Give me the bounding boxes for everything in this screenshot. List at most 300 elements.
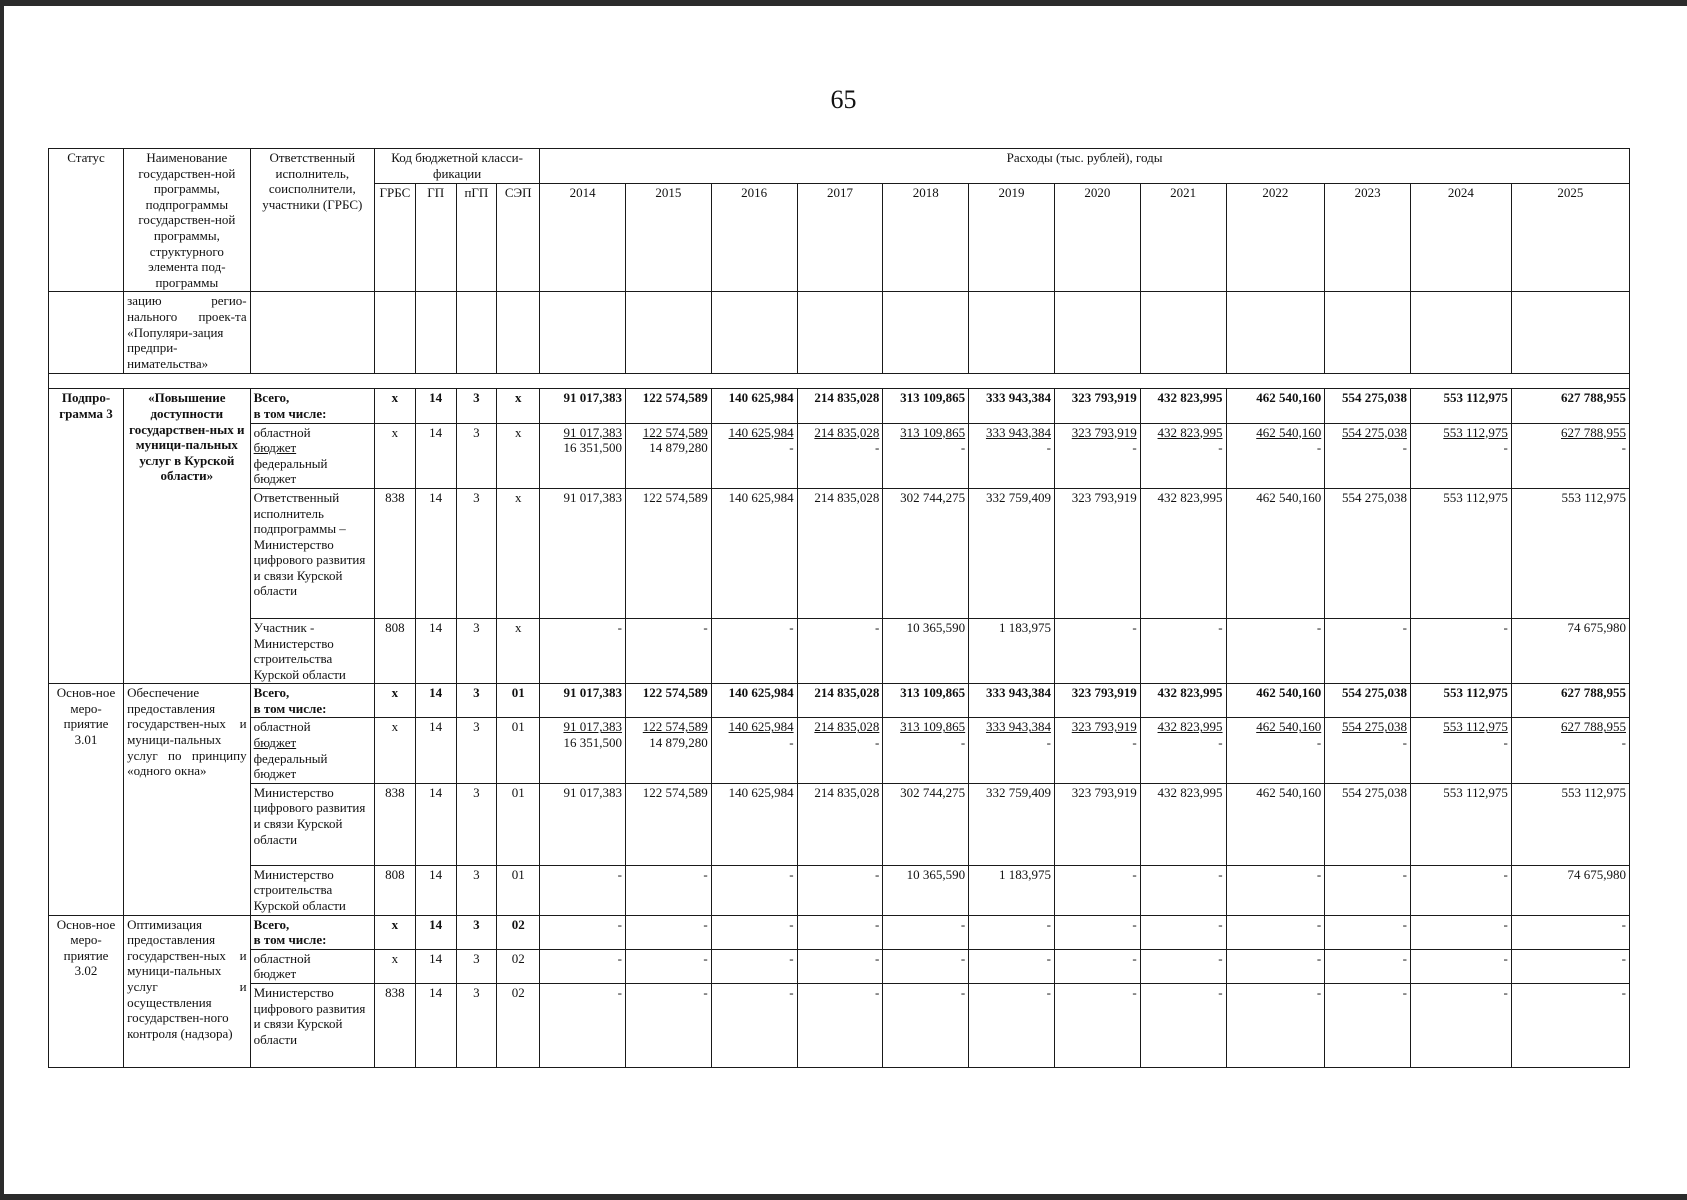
carry-exec	[250, 292, 374, 374]
code-cell: x	[497, 423, 540, 488]
amount-cell: 432 823,995	[1140, 488, 1226, 618]
amount-cell: 10 365,590	[883, 618, 969, 683]
amount-cell: -	[1226, 915, 1325, 949]
code-cell: 02	[497, 949, 540, 983]
table-body	[49, 149, 1630, 1068]
cell-line: бюджет	[253, 735, 297, 751]
code-cell: 14	[415, 783, 456, 865]
amount-cell: -	[711, 618, 797, 683]
amount-cell: -	[1140, 949, 1226, 983]
cell-line: в том числе:	[253, 405, 327, 421]
executor-cell	[250, 949, 374, 983]
amount-cell: -	[625, 865, 711, 915]
amount-cell: -	[1226, 865, 1325, 915]
amount-cell: 214 835,028	[797, 783, 883, 865]
code-cell: 02	[497, 984, 540, 1068]
amount-cell	[1226, 423, 1325, 488]
federal-amount: -	[1046, 440, 1051, 456]
federal-amount: -	[789, 440, 794, 456]
amount-cell	[1325, 423, 1411, 488]
executor-cell	[250, 618, 374, 683]
amount-cell	[883, 718, 969, 783]
sub3-total-row	[49, 389, 1630, 423]
amount-cell	[1140, 718, 1226, 783]
m301-name: Обеспечение предоставления государствен-ных и муници-пальных услуг по принципу «одного окна»	[124, 684, 251, 915]
amount-cell: -	[1325, 984, 1411, 1068]
code-cell: 838	[375, 783, 416, 865]
amount-cell: 323 793,919	[1054, 389, 1140, 423]
code-cell: 3	[456, 949, 497, 983]
amount-cell: 462 540,160	[1226, 389, 1325, 423]
amount-cell: -	[540, 984, 626, 1068]
executor-cell	[250, 984, 374, 1068]
header-year-2023: 2023	[1325, 184, 1411, 292]
regional-amount: 462 540,160	[1256, 424, 1322, 440]
federal-amount: -	[960, 735, 966, 751]
sub3-budget-row	[49, 423, 1630, 488]
code-cell: 3	[456, 423, 497, 488]
amount-cell	[1325, 718, 1411, 783]
federal-amount: -	[1402, 735, 1408, 751]
amount-cell: -	[625, 915, 711, 949]
amount-cell	[883, 423, 969, 488]
header-code-0: ГРБС	[375, 184, 416, 292]
amount-cell: -	[883, 984, 969, 1068]
cell-line: Всего,	[253, 916, 290, 932]
amount-cell: 553 112,975	[1411, 684, 1512, 718]
amount-cell: -	[1140, 618, 1226, 683]
amount-cell	[625, 718, 711, 783]
federal-amount: -	[1402, 440, 1408, 456]
cell-line: бюджет	[253, 966, 297, 982]
amount-cell: 122 574,589	[625, 488, 711, 618]
amount-cell: 91 017,383	[540, 684, 626, 718]
regional-amount: 140 625,984	[728, 719, 794, 735]
amount-cell	[1411, 423, 1512, 488]
amount-cell: 91 017,383	[540, 783, 626, 865]
federal-amount: -	[1621, 735, 1626, 751]
cell-line: федеральный	[253, 750, 328, 766]
amount-cell: 553 112,975	[1411, 783, 1512, 865]
code-cell: 14	[415, 984, 456, 1068]
amount-cell: 627 788,955	[1511, 389, 1629, 423]
amount-cell: -	[883, 949, 969, 983]
amount-cell: -	[1140, 984, 1226, 1068]
amount-cell: -	[1054, 949, 1140, 983]
amount-cell: 332 759,409	[969, 488, 1055, 618]
amount-cell: -	[797, 984, 883, 1068]
amount-cell: 10 365,590	[883, 865, 969, 915]
amount-cell: -	[1054, 984, 1140, 1068]
amount-cell: -	[1411, 949, 1512, 983]
regional-amount: 214 835,028	[814, 719, 880, 735]
code-cell: 14	[415, 865, 456, 915]
code-cell: 14	[415, 488, 456, 618]
amount-cell: -	[1140, 915, 1226, 949]
regional-amount: 462 540,160	[1256, 719, 1322, 735]
executor-cell	[250, 423, 374, 488]
cell-line: Министерство цифрового развития и связи Курской области	[253, 784, 366, 847]
code-cell: x	[375, 915, 416, 949]
code-cell: 14	[415, 949, 456, 983]
m302-status: Основ-ное меро-приятие 3.02	[49, 915, 124, 1067]
amount-cell: -	[797, 949, 883, 983]
amount-cell: 313 109,865	[883, 684, 969, 718]
amount-cell: 553 112,975	[1411, 488, 1512, 618]
code-cell: 14	[415, 718, 456, 783]
amount-cell: 122 574,589	[625, 389, 711, 423]
amount-cell: 323 793,919	[1054, 488, 1140, 618]
m302-name: Оптимизация предоставления государствен-ных и муници-пальных услуг и осуществления государствен-ного контроля (надзора)	[124, 915, 251, 1067]
code-cell: 14	[415, 618, 456, 683]
header-year-2021: 2021	[1140, 184, 1226, 292]
amount-cell: 462 540,160	[1226, 488, 1325, 618]
regional-amount: 140 625,984	[728, 424, 794, 440]
header-year-2016: 2016	[711, 184, 797, 292]
header-expenses: Расходы (тыс. рублей), годы	[540, 149, 1630, 184]
regional-amount: 313 109,865	[900, 719, 966, 735]
amount-cell: -	[625, 949, 711, 983]
amount-cell: -	[969, 984, 1055, 1068]
amount-cell: 553 112,975	[1511, 488, 1629, 618]
header-code-3: СЭП	[497, 184, 540, 292]
header-year-2025: 2025	[1511, 184, 1629, 292]
amount-cell: 432 823,995	[1140, 783, 1226, 865]
header-row-1	[49, 149, 1630, 184]
amount-cell: 91 017,383	[540, 488, 626, 618]
code-cell: 14	[415, 389, 456, 423]
amount-cell: -	[1411, 865, 1512, 915]
amount-cell: 554 275,038	[1325, 684, 1411, 718]
budget-table	[48, 148, 1630, 1068]
federal-amount: -	[1218, 440, 1223, 456]
cell-line: бюджет	[253, 471, 297, 487]
regional-amount: 122 574,589	[642, 424, 708, 440]
header-year-2017: 2017	[797, 184, 883, 292]
spacer-row	[49, 374, 1630, 389]
amount-cell: -	[1411, 915, 1512, 949]
amount-cell	[797, 423, 883, 488]
amount-cell	[711, 718, 797, 783]
code-cell: x	[375, 718, 416, 783]
m301-min808-row	[49, 865, 1630, 915]
federal-amount: -	[1046, 735, 1051, 751]
code-cell: 01	[497, 684, 540, 718]
amount-cell: 91 017,383	[540, 389, 626, 423]
federal-amount: -	[1132, 735, 1137, 751]
federal-amount: -	[960, 440, 966, 456]
cell-line: Министерство цифрового развития и связи Курской области	[253, 985, 366, 1047]
cell-line: в том числе:	[253, 932, 327, 948]
amount-cell: 140 625,984	[711, 684, 797, 718]
amount-cell: -	[711, 984, 797, 1068]
federal-amount: -	[789, 735, 794, 751]
federal-amount: 16 351,500	[563, 735, 622, 751]
amount-cell: 554 275,038	[1325, 389, 1411, 423]
amount-cell: 432 823,995	[1140, 389, 1226, 423]
amount-cell: 302 744,275	[883, 783, 969, 865]
header-year-2020: 2020	[1054, 184, 1140, 292]
code-cell: 01	[497, 718, 540, 783]
regional-amount: 323 793,919	[1071, 719, 1137, 735]
amount-cell	[1511, 718, 1629, 783]
m301-min838-row	[49, 783, 1630, 865]
amount-cell: 554 275,038	[1325, 783, 1411, 865]
federal-amount: -	[1621, 440, 1626, 456]
m302-min838-row	[49, 984, 1630, 1068]
amount-cell: -	[797, 865, 883, 915]
amount-cell: 323 793,919	[1054, 783, 1140, 865]
amount-cell: -	[797, 915, 883, 949]
amount-cell: -	[797, 618, 883, 683]
amount-cell: -	[1325, 865, 1411, 915]
amount-cell: -	[1511, 915, 1629, 949]
cell-line: областной	[253, 719, 311, 735]
amount-cell	[969, 423, 1055, 488]
executor-cell	[250, 718, 374, 783]
code-cell: 808	[375, 618, 416, 683]
header-name: Наименование государствен-ной программы, подпрограммы государствен-ной программы, структурного элемента под-программы	[124, 149, 251, 292]
amount-cell	[540, 718, 626, 783]
amount-cell	[625, 423, 711, 488]
amount-cell: 140 625,984	[711, 783, 797, 865]
code-cell: 3	[456, 984, 497, 1068]
amount-cell: -	[1411, 984, 1512, 1068]
code-cell: x	[497, 389, 540, 423]
amount-cell: 554 275,038	[1325, 488, 1411, 618]
amount-cell: -	[1054, 915, 1140, 949]
amount-cell: 122 574,589	[625, 684, 711, 718]
amount-cell: -	[1325, 949, 1411, 983]
carry-status	[49, 292, 124, 374]
code-cell: x	[497, 618, 540, 683]
code-cell: 3	[456, 718, 497, 783]
amount-cell: -	[1226, 984, 1325, 1068]
m302-budget-row	[49, 949, 1630, 983]
scan-bottom-edge	[0, 1194, 1687, 1200]
code-cell: x	[497, 488, 540, 618]
amount-cell: 627 788,955	[1511, 684, 1629, 718]
amount-cell: -	[969, 949, 1055, 983]
scan-left-edge	[0, 0, 4, 1200]
header-code-1: ГП	[415, 184, 456, 292]
regional-amount: 91 017,383	[563, 719, 622, 735]
header-year-2014: 2014	[540, 184, 626, 292]
cell-line: Всего,	[253, 390, 290, 406]
header-year-2022: 2022	[1226, 184, 1325, 292]
header-executor: Ответственный исполнитель, соисполнители, участники (ГРБС)	[250, 149, 374, 292]
code-cell: 14	[415, 423, 456, 488]
cell-line: Ответственный исполнитель подпрограммы – Министерство цифрового развития и связи Курской области	[253, 489, 366, 599]
amount-cell: -	[883, 915, 969, 949]
cell-line: областной	[253, 950, 311, 966]
regional-amount: 627 788,955	[1561, 719, 1626, 735]
page-number: 65	[830, 85, 857, 114]
cell-line: федеральный	[253, 455, 328, 471]
code-cell: 14	[415, 915, 456, 949]
scan-top-edge	[0, 0, 1687, 6]
code-cell: 01	[497, 865, 540, 915]
amount-cell: 1 183,975	[969, 865, 1055, 915]
code-cell: x	[375, 423, 416, 488]
federal-amount: -	[1503, 735, 1508, 751]
regional-amount: 432 823,995	[1157, 424, 1223, 440]
code-cell: 838	[375, 488, 416, 618]
federal-amount: -	[1218, 735, 1223, 751]
executor-cell	[250, 389, 374, 423]
amount-cell: 214 835,028	[797, 488, 883, 618]
federal-amount: 14 879,280	[649, 735, 708, 751]
code-cell: 808	[375, 865, 416, 915]
amount-cell: 74 675,980	[1511, 865, 1629, 915]
regional-amount: 313 109,865	[900, 424, 966, 440]
federal-amount: -	[875, 735, 880, 751]
code-cell: 3	[456, 684, 497, 718]
amount-cell	[1511, 423, 1629, 488]
amount-cell	[1054, 423, 1140, 488]
cell-line: Участник - Министерство строительства Курской области	[253, 619, 346, 682]
regional-amount: 627 788,955	[1561, 424, 1626, 440]
header-year-2024: 2024	[1411, 184, 1512, 292]
regional-amount: 432 823,995	[1157, 719, 1223, 735]
amount-cell: 74 675,980	[1511, 618, 1629, 683]
federal-amount: -	[1316, 735, 1322, 751]
amount-cell	[1411, 718, 1512, 783]
federal-amount: -	[875, 440, 880, 456]
code-cell: 3	[456, 915, 497, 949]
regional-amount: 553 112,975	[1443, 424, 1508, 440]
amount-cell: 302 744,275	[883, 488, 969, 618]
executor-cell	[250, 783, 374, 865]
code-cell: 3	[456, 783, 497, 865]
executor-cell	[250, 488, 374, 618]
federal-amount: -	[1316, 440, 1322, 456]
m301-budget-row	[49, 718, 1630, 783]
amount-cell: 553 112,975	[1511, 783, 1629, 865]
amount-cell: -	[540, 865, 626, 915]
regional-amount: 554 275,038	[1342, 424, 1408, 440]
amount-cell: 333 943,384	[969, 389, 1055, 423]
sub3-part-row	[49, 618, 1630, 683]
federal-amount: 16 351,500	[563, 440, 622, 456]
amount-cell: 140 625,984	[711, 488, 797, 618]
m301-status: Основ-ное меро-приятие 3.01	[49, 684, 124, 915]
regional-amount: 333 943,384	[985, 424, 1051, 440]
amount-cell	[969, 718, 1055, 783]
amount-cell: -	[540, 915, 626, 949]
code-cell: 3	[456, 865, 497, 915]
cell-line: в том числе:	[253, 700, 327, 716]
amount-cell: -	[1226, 618, 1325, 683]
code-cell: 838	[375, 984, 416, 1068]
amount-cell: 214 835,028	[797, 389, 883, 423]
header-year-2015: 2015	[625, 184, 711, 292]
amount-cell: 313 109,865	[883, 389, 969, 423]
amount-cell: -	[1511, 949, 1629, 983]
code-cell: x	[375, 389, 416, 423]
amount-cell: -	[711, 915, 797, 949]
amount-cell: -	[540, 949, 626, 983]
m301-total-row	[49, 684, 1630, 718]
regional-amount: 323 793,919	[1071, 424, 1137, 440]
amount-cell: -	[625, 984, 711, 1068]
amount-cell: -	[1226, 949, 1325, 983]
amount-cell	[1054, 718, 1140, 783]
code-cell: 14	[415, 684, 456, 718]
amount-cell: 333 943,384	[969, 684, 1055, 718]
amount-cell: -	[1325, 618, 1411, 683]
sub3-status: Подпро-грамма 3	[49, 389, 124, 684]
amount-cell: 323 793,919	[1054, 684, 1140, 718]
amount-cell: 432 823,995	[1140, 684, 1226, 718]
amount-cell: -	[969, 915, 1055, 949]
carry-name: зацию регио-нального проек-та «Популяри-зация предпри-нимательства»	[124, 292, 251, 374]
amount-cell: -	[625, 618, 711, 683]
amount-cell: 122 574,589	[625, 783, 711, 865]
code-cell: 02	[497, 915, 540, 949]
amount-cell	[1140, 423, 1226, 488]
amount-cell: -	[1411, 618, 1512, 683]
code-cell: 3	[456, 488, 497, 618]
amount-cell: 140 625,984	[711, 389, 797, 423]
amount-cell	[711, 423, 797, 488]
cell-line: бюджет	[253, 440, 297, 456]
amount-cell: -	[711, 949, 797, 983]
code-cell: 01	[497, 783, 540, 865]
regional-amount: 553 112,975	[1443, 719, 1508, 735]
amount-cell: -	[711, 865, 797, 915]
code-cell: x	[375, 949, 416, 983]
header-code-2: пГП	[456, 184, 497, 292]
amount-cell: -	[1140, 865, 1226, 915]
executor-cell	[250, 865, 374, 915]
cell-line: Всего,	[253, 685, 290, 701]
amount-cell: -	[540, 618, 626, 683]
header-budget-code: Код бюджетной класси-фикации	[375, 149, 540, 184]
cell-line: областной	[253, 424, 311, 440]
sub3-name: «Повышение доступности государствен-ных и муници-пальных услуг в Курской области»	[124, 389, 251, 684]
carry-row	[49, 292, 1630, 374]
amount-cell: 462 540,160	[1226, 684, 1325, 718]
amount-cell: -	[1054, 865, 1140, 915]
code-cell: 3	[456, 618, 497, 683]
regional-amount: 333 943,384	[985, 719, 1051, 735]
amount-cell: -	[1054, 618, 1140, 683]
amount-cell: 214 835,028	[797, 684, 883, 718]
regional-amount: 122 574,589	[642, 719, 708, 735]
header-year-2018: 2018	[883, 184, 969, 292]
amount-cell: -	[1511, 984, 1629, 1068]
federal-amount: -	[1132, 440, 1137, 456]
amount-cell	[1226, 718, 1325, 783]
cell-line: Министерство строительства Курской области	[253, 866, 346, 914]
amount-cell	[540, 423, 626, 488]
regional-amount: 214 835,028	[814, 424, 880, 440]
amount-cell: 553 112,975	[1411, 389, 1512, 423]
header-status: Статус	[49, 149, 124, 292]
amount-cell: 332 759,409	[969, 783, 1055, 865]
code-cell: 3	[456, 389, 497, 423]
amount-cell: 462 540,160	[1226, 783, 1325, 865]
cell-line: бюджет	[253, 766, 297, 782]
regional-amount: 91 017,383	[563, 424, 622, 440]
federal-amount: 14 879,280	[649, 440, 708, 456]
amount-cell	[797, 718, 883, 783]
amount-cell: -	[1325, 915, 1411, 949]
federal-amount: -	[1503, 440, 1508, 456]
code-cell: x	[375, 684, 416, 718]
sub3-resp-row	[49, 488, 1630, 618]
